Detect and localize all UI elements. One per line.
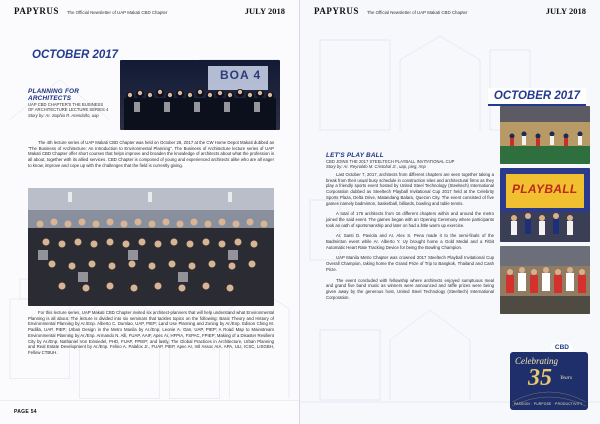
right-page — [300, 0, 600, 424]
article-paragraph: The event concluded with fellowship where architects enjoyed sumptuous meal and grand five band music as winners were announced and raffle prizes were being given away by the generous host, United Steel Technology (Steeltech) International Corporation. — [326, 277, 494, 300]
masthead-date: JULY 2018 — [545, 6, 586, 16]
photo-playball-banner — [500, 168, 590, 242]
article-deck-line2: OF ARCHITECTURE LECTURE SERIES 4 — [28, 107, 109, 113]
article-deck-line1: UAP CBD CHAPTER'S THE BUSINESS — [28, 102, 104, 107]
month-banner: OCTOBER 2017 — [488, 88, 586, 106]
masthead-subtitle: The Official Newsletter of UAP Makati CBD Chapter — [66, 10, 168, 15]
playball-banner-text: PLAYBALL — [512, 182, 578, 196]
article-header — [28, 88, 118, 118]
masthead-subtitle: The Official Newsletter of UAP Makati CBD Chapter — [366, 10, 468, 15]
masthead — [300, 0, 600, 20]
article-header — [326, 152, 506, 170]
article-body-bottom — [28, 310, 274, 361]
photo-team-group — [500, 246, 590, 314]
month-banner: OCTOBER 2017 — [32, 49, 119, 61]
group-photo-seminar — [120, 60, 280, 130]
photo-screen-text: BOA 4 — [220, 68, 262, 82]
masthead — [0, 0, 299, 20]
badge-motto: PASSION · PURPOSE · PRODUCTIVITY — [514, 402, 583, 406]
group-photo-attendees — [28, 188, 274, 306]
article-byline: Story by: Ar. Reynaldo M. Cristobal Jr., uap, pieg, rmp — [326, 164, 426, 170]
article-byline: Story by: Ar. Sophia R. Arendaño, uap — [28, 112, 99, 118]
article-paragraph: UAP Manila Metro Chapter was crowned 2017 Steeltech Playball Invitational Cup Overall Champion, taking home the Grand Prize of Trip to Bangkok, Thailand and Cash Prize. — [326, 255, 494, 272]
article-paragraph: A total of 176 architects from 16 different chapters within and around the metro joined the said event. The games began with an Opening Ceremony where participants took an oath of sportsmanship and later on had a little warm up exercise. — [326, 211, 494, 228]
cbd-logo: CBD — [551, 343, 573, 352]
badge-number: 35 — [528, 365, 552, 391]
article-body-top — [28, 140, 274, 174]
article-paragraph: Ar. Santi D. Paviola and Ar. Alex S. Pena made it to the semi-finals of the Badminton event while Ar. Alberto Y. Uy brought home a Gold Medal and a Fitbit Automatic Heart Rate Tracking Device for being the Bowling Champion. — [326, 233, 494, 250]
photo-gym-warmup — [500, 106, 590, 164]
article-paragraph: Last October 7, 2017, architects from different chapters are seen together taking a break from their usual busy schedule in construction sites and architectural firms as they play a friendly sports event hosted by United Steel Technology (Steeltech) International Corporation dubbed as Steeltech Playball Invitational Cup 2017 held at the Celebrity Sports Plaza, Delta Drive, Matandang Balara, Quezon City. The event consisted of five games namely badminton, basketball, billiards, bowling and table tennis. — [326, 172, 494, 206]
page-number: PAGE 54 — [14, 409, 37, 415]
article-title: PLANNING FOR ARCHITECTS — [28, 88, 80, 102]
badge-celebrating: Celebrating — [515, 356, 558, 366]
masthead-date: JULY 2018 — [244, 6, 285, 16]
article-deck-line1: CBD JOINS THE 2017 STEELTECH PLAYBALL INVITATIONAL CUP — [326, 159, 455, 164]
celebrating-35-years-badge — [510, 352, 588, 410]
article-paragraph: The 4th lecture series of UAP Makati CBD Chapter was held on October 28, 2017 at the CW Home Depot Makati dubbed as "The Business of Architecture: An Introduction to Environmental Planning". The Business of Architecture lecture series of UAP Makati CBD Chapter offer short courses that helps improve and broaden the knowledge of architects about what the profession is all about, together with its allied services. CBD Chapter is composed of young and experienced architects alike who are all eager to know, improve and cope up with the challenges that the field is currently giving. — [28, 140, 274, 168]
article-title: LET'S PLAY BALL — [326, 152, 384, 159]
masthead-name: PAPYRUS — [14, 6, 59, 16]
article-body — [326, 172, 494, 305]
badge-years: Years — [560, 375, 573, 381]
masthead-name: PAPYRUS — [314, 6, 359, 16]
article-paragraph: For this lecture series, UAP Makati CBD Chapter invited six architect-planners that will help understand what Environmental Planning is all about. The lecture is divided into six seminars that tackles topics on the following: Basic Theory and History of Environmental Planning by Ar./Enp. Alberto C. Dumlao, UAP, PIEP; Land Use Planning and Zoning by Ar./Enp. Edison Ching M. Padilla, UAP, PIEP; Urban Design in the Metro Manila by Ar./Enp. Leonie A. Gan, UAP, PIEP; A Road Map to Mainstream Environmental Planning by Ar./Enp. Armando N. Alli, FUAP, AAIF, Apec Ar, HFPIA, FSPAC, FPIEP; Making of a Disaster Resilient City by Ar./Enp. Nathaniel Von Einsiedel, PHD, FUAP, FPIEP; and lastly, The Global Practices in Architecture, Urban Planning and Real Estate Development by Ar./Enp. Felino A. Palafox Jr., FUAP, PIEP, Apec Ar, Intl Assoc AIA, APA, ULI, ICSC, LISGBH, Fellow CTBUH. — [28, 310, 274, 355]
